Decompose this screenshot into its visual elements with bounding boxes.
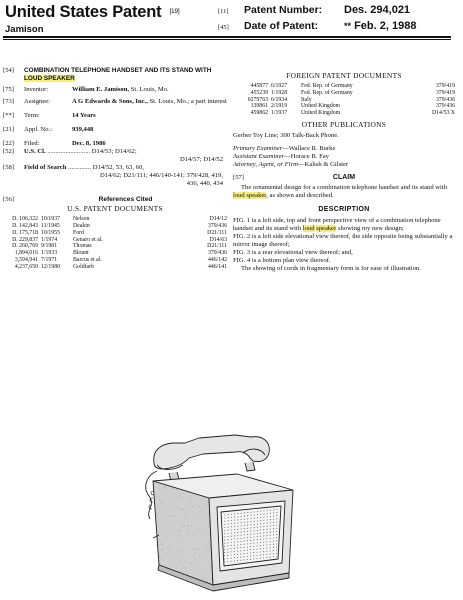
us-citation-row: D. 229,837 1/1974 Genaro et al. D14/63 [12,236,227,243]
us-citation-row: D. 175,718 10/1955 Ford D21/111 [12,229,227,236]
foreign-patent-documents-heading: FOREIGN PATENT DOCUMENTS [286,71,402,80]
patent-number: Des. 294,021 [344,4,411,16]
patent-header-right [218,4,463,36]
title-field: [54] COMBINATION TELEPHONE HANDSET AND ITS STAND WITH LOUD SPEAKER [3,67,212,82]
patent-office-title: United States Patent [19] [5,3,180,21]
primary-examiner: Primary Examiner—Wallace R. Burke [233,144,336,152]
us-cl-field: [52] U.S. Cl. .......................... D14/53; D14/62; D14/57; D14/52 [3,148,223,164]
foreign-citation-row: 459862 1/1937 United Kingdom D14/53 X [250,110,455,117]
patent-date-row: [45] Date of Patent: ** Feb. 2, 1988 [218,20,417,32]
attorney: Attorney, Agent, or Firm—Kalish & Gilster [233,160,349,168]
filed-field: [22] Filed: Dec. 8, 1986 [3,140,106,148]
assistant-examiner: Assistant Examiner—Horace B. Fay [233,152,329,160]
fig4-description: FIG. 4 is a bottom plan view thereof. [233,256,331,264]
us-citation-row: D. 260,769 9/1981 Thomas D21/111 [12,243,227,250]
highlight-loud-speaker: loud speaker [233,191,267,199]
inventor-field: [75] Inventor: William E. Jamison, St. Louis, Mo. [3,86,169,94]
us-citation-row: 1,894,016 1/1933 Blount 379/436 [14,250,227,257]
description-text [233,217,455,273]
fig2-description: FIG. 2 is a left side elevational view thereof, the side opposite being substantially a mirror image thereof; [233,232,453,248]
other-publications-text: Gerber Toy Line; 300 Talk-Back Phone. [233,131,339,139]
foreign-citation-row: 139861 2/1919 United Kingdom 379/436 [250,103,455,110]
foreign-patent-documents-table [233,83,455,117]
foreign-citation-row: 445877 6/1927 Fed. Rep. of Germany 379/419 [250,83,455,89]
foreign-citation-row: 0279763 6/1934 Italy 379/436 [247,96,455,103]
claim-heading-row: [57] CLAIM [233,173,356,181]
references-heading-row: [56] References Cited [3,196,153,204]
fig1-description: FIG. 1 is a left side, top and front perspective view of a combination telephone handset and its stand with loud speaker showing my new design; [233,216,441,232]
us-citation-row: D. 142,843 11/1945 Deakin 379/436 [12,222,227,229]
inventor-surname: Jamison [5,24,44,35]
cords-note: The showing of cords in fragmentary form is for ease of illustration. [241,264,421,272]
us-citation-row: 4,237,650 12/1980 Goldfarb 446/141 [14,263,227,270]
assignee-field: [73] Assignee: A G Edwards & Sons, Inc., St. Louis, Mo.; a part interest [3,98,227,106]
other-publications-heading: OTHER PUBLICATIONS [301,119,387,129]
us-citation-row: D. 106,322 10/1937 Nelson D14/12 [12,216,227,223]
patent-header-left [5,3,180,35]
description-heading: DESCRIPTION [318,205,370,213]
claim-text: The ornamental design for a combination telephone handset and its stand with loud speaker, as shown and described. [233,183,447,199]
field-of-search: [58] Field of Search .............. D14/52, 53, 63, 60, D14/62; D21/111; 446/140-141; 379/428, 419, 436, 440, 434 [3,164,223,188]
telephone-design-drawing [133,395,313,600]
us-patent-documents-heading: U.S. PATENT DOCUMENTS [67,204,163,214]
bibliographic-column [3,67,227,271]
right-column [233,72,455,273]
patent-date: ** Feb. 2, 1988 [344,20,417,32]
header-rule [3,36,451,38]
term-field: [**] Term: 14 Years [3,112,96,120]
us-patent-documents-table [3,216,227,270]
foreign-citation-row: 455239 1/1928 Fed. Rep. of Germany 379/419 [250,89,455,96]
fig3-description: FIG. 3 is a rear elevational view thereof; and, [233,248,353,256]
appl-no-field: [21] Appl. No.: 939,448 [3,126,94,134]
examiners [233,145,455,169]
patent-number-row: [11] Patent Number: Des. 294,021 [218,4,411,16]
highlight-loud-speaker: LOUD SPEAKER [24,74,75,82]
us-citation-row: 3,594,941 7/1971 Barcus et al. 446/142 [14,256,227,263]
header-rule-thin [3,39,451,40]
